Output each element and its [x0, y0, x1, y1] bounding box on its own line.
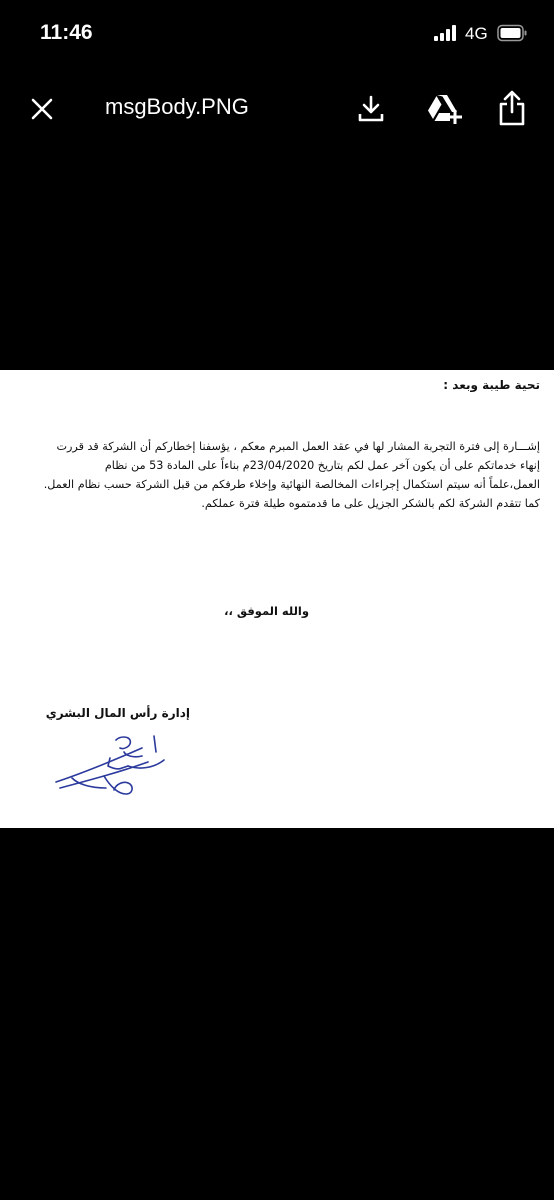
body-line: العمل،علماً أنه سيتم استكمال إجراءات المخالصة النهائية وإخلاء طرفكم من قبل الشركة حسب نظام العمل. [43, 478, 540, 491]
body-line: إنهاء خدماتكم على أن يكون آخر عمل لكم بتاريخ 23/04/2020م بناءاً على المادة 53 من نظام [104, 459, 540, 472]
status-bar [0, 0, 554, 64]
body-line: إشـــارة إلى فترة التجربة المشار لها في عقد العمل المبرم معكم ، يؤسفنا إخطاركم أن الشركة قد قررت [56, 440, 540, 453]
closing-text: والله الموفق ،، [224, 604, 309, 618]
share-icon [498, 90, 526, 126]
department-name: إدارة رأس المال البشري [45, 706, 190, 720]
google-drive-add-icon [426, 93, 462, 125]
document-image [0, 370, 554, 828]
download-button[interactable] [352, 89, 390, 129]
battery-icon [497, 24, 527, 42]
close-icon [30, 97, 54, 121]
download-icon [356, 94, 386, 124]
file-name: msgBody.PNG [105, 94, 249, 119]
signal-icon [434, 25, 458, 41]
network-type: 4G [465, 24, 488, 43]
viewer-toolbar [0, 64, 554, 154]
body-line: كما تتقدم الشركة لكم بالشكر الجزيل على ما قدمتموه طيلة فترة عملكم. [201, 497, 540, 510]
add-to-drive-button[interactable] [424, 89, 464, 129]
signature-image [50, 728, 180, 802]
share-button[interactable] [494, 86, 530, 130]
status-time: 11:46 [40, 21, 93, 44]
close-button[interactable] [24, 91, 60, 127]
greeting-text: تحية طيبة وبعد : [443, 378, 540, 392]
